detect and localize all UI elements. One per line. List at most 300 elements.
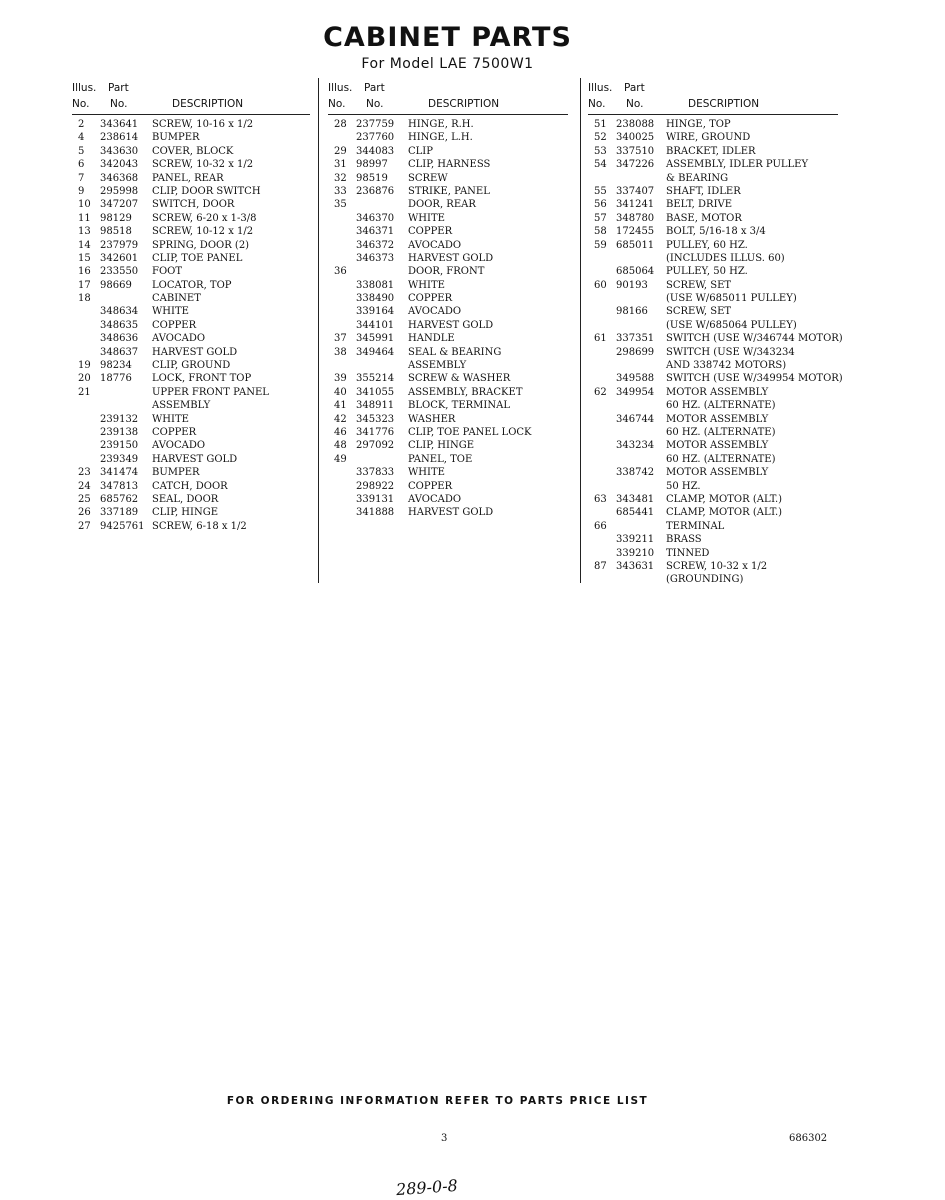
part-description: CLAMP, MOTOR (ALT.) (666, 507, 783, 519)
page-number: 3 (441, 1133, 448, 1144)
parts-row (588, 158, 838, 171)
part-description: ASSEMBLY (408, 360, 467, 372)
header-illus-no-label: No. (328, 98, 346, 110)
part-number: 345323 (356, 413, 395, 425)
part-number: 348637 (100, 346, 139, 358)
part-description: BUMPER (152, 132, 200, 144)
header-illus-label: Illus. (588, 82, 613, 94)
header-part-label: Part (364, 82, 385, 94)
part-description: BLOCK, TERMINAL (408, 400, 510, 412)
part-number: 349464 (356, 346, 395, 358)
part-description: STRIKE, PANEL (408, 185, 490, 197)
part-description: (USE W/685064 PULLEY) (666, 319, 797, 331)
part-description: SCREW, SET (666, 279, 732, 291)
part-number: 90193 (616, 279, 648, 291)
parts-row (72, 279, 310, 292)
parts-row (588, 131, 838, 144)
part-description: WHITE (408, 279, 445, 291)
part-number: 341474 (100, 467, 139, 479)
header-part-label: Part (624, 82, 645, 94)
header-illus-label: Illus. (72, 82, 97, 94)
part-number: 348635 (100, 319, 139, 331)
part-description: PANEL, REAR (152, 172, 224, 184)
part-number: 98166 (616, 306, 648, 318)
illus-number: 35 (334, 199, 347, 211)
parts-column-1 (72, 78, 310, 533)
part-number: 339211 (616, 534, 655, 546)
part-description: SCREW, 10-32 x 1/2 (152, 159, 254, 171)
part-description: HINGE, TOP (666, 119, 731, 130)
part-description: MOTOR ASSEMBLY (666, 467, 769, 479)
part-description: WHITE (152, 413, 189, 425)
part-description: TERMINAL (666, 520, 725, 532)
part-number: 98997 (356, 159, 388, 171)
part-description: PANEL, TOE (408, 453, 473, 465)
part-description: SWITCH, DOOR (152, 199, 235, 211)
parts-row (588, 372, 843, 385)
part-number: 349954 (616, 386, 655, 398)
parts-row (328, 439, 568, 452)
part-description: SEAL & BEARING (408, 346, 502, 358)
illus-number: 19 (78, 360, 91, 372)
parts-row (72, 145, 310, 158)
part-number: 239132 (100, 413, 139, 425)
parts-row (588, 319, 838, 332)
part-number: 341241 (616, 199, 655, 211)
illus-number: 20 (78, 373, 91, 385)
illus-number: 59 (594, 239, 607, 251)
part-description: AVOCADO (408, 239, 462, 251)
part-description: HARVEST GOLD (152, 453, 238, 465)
part-number: 685762 (100, 493, 139, 505)
part-description: AVOCADO (152, 440, 206, 452)
parts-row (588, 493, 838, 506)
parts-row (588, 252, 838, 265)
ordering-note: FOR ORDERING INFORMATION REFER TO PARTS PRICE LIST (226, 1095, 649, 1107)
illus-number: 40 (334, 386, 347, 398)
parts-row (588, 305, 838, 318)
parts-row (328, 212, 568, 225)
parts-row (328, 225, 568, 238)
part-description: ASSEMBLY, IDLER PULLEY (666, 159, 809, 171)
parts-column-2 (328, 78, 568, 520)
parts-row (588, 118, 838, 131)
part-number: 348780 (616, 212, 655, 224)
parts-row (72, 225, 310, 238)
part-description: 50 HZ. (666, 480, 701, 492)
part-description: SCREW, 10-12 x 1/2 (152, 226, 254, 238)
part-number: 349588 (616, 373, 655, 385)
illus-number: 26 (78, 507, 91, 519)
part-description: CATCH, DOOR (152, 480, 228, 492)
part-description: PULLEY, 50 HZ. (666, 266, 748, 278)
illus-number: 54 (594, 159, 607, 171)
parts-row (72, 118, 310, 131)
part-number: 337189 (100, 507, 139, 519)
parts-row (588, 359, 838, 372)
part-description: BRASS (666, 534, 702, 546)
part-description: HARVEST GOLD (152, 346, 238, 358)
part-number: 172455 (616, 226, 655, 238)
parts-row (72, 372, 310, 385)
parts-row (588, 506, 838, 519)
part-description: SCREW, 10-32 x 1/2 (666, 560, 768, 572)
illus-number: 37 (334, 333, 347, 345)
header-part-no-label: No. (366, 98, 384, 110)
part-description: ASSEMBLY, BRACKET (408, 386, 523, 398)
part-number: 348636 (100, 333, 139, 345)
illus-number: 46 (334, 426, 347, 438)
part-description: MOTOR ASSEMBLY (666, 413, 769, 425)
header-description-label: DESCRIPTION (428, 98, 500, 110)
parts-row (328, 493, 568, 506)
parts-row (328, 399, 568, 412)
part-description: CLIP, HINGE (152, 507, 219, 519)
illus-number: 55 (594, 185, 607, 197)
part-number: 239349 (100, 453, 139, 465)
illus-number: 56 (594, 199, 607, 211)
illus-number: 2 (78, 119, 85, 130)
parts-row (72, 158, 310, 171)
parts-row (328, 332, 568, 345)
illus-number: 49 (334, 453, 347, 465)
parts-column-3 (588, 78, 843, 587)
parts-row (588, 547, 838, 560)
illus-number: 39 (334, 373, 347, 385)
document-number: 686302 (789, 1133, 828, 1144)
part-number: 337351 (616, 333, 655, 345)
parts-row (72, 453, 310, 466)
parts-row (328, 185, 568, 198)
parts-row (588, 292, 838, 305)
part-description: SHAFT, IDLER (666, 185, 741, 197)
part-description: PULLEY, 60 HZ. (666, 239, 748, 251)
part-number: 238088 (616, 119, 655, 130)
parts-row (588, 185, 838, 198)
parts-row (328, 506, 568, 519)
part-description: AND 338742 MOTORS) (666, 360, 787, 372)
parts-row (328, 131, 568, 144)
part-number: 98234 (100, 360, 132, 372)
part-number: 345991 (356, 333, 395, 345)
part-number: 341055 (356, 386, 395, 398)
part-number: 339131 (356, 493, 395, 505)
header-description-label: DESCRIPTION (688, 98, 760, 110)
part-number: 237759 (356, 119, 395, 130)
part-number: 343631 (616, 560, 655, 572)
page-subtitle: For Model LAE 7500W1 (361, 56, 534, 72)
part-description: CLAMP, MOTOR (ALT.) (666, 493, 783, 505)
parts-row (328, 480, 568, 493)
part-description: 60 HZ. (ALTERNATE) (666, 453, 776, 465)
part-number: 98669 (100, 279, 132, 291)
illus-number: 52 (594, 132, 607, 144)
header-illus-label: Illus. (328, 82, 353, 94)
parts-row (328, 453, 568, 466)
illus-number: 25 (78, 493, 91, 505)
parts-row (588, 172, 838, 185)
part-number: 339164 (356, 306, 395, 318)
part-description: CLIP, TOE PANEL LOCK (408, 426, 532, 438)
part-number: 239150 (100, 440, 139, 452)
part-number: 341888 (356, 507, 395, 519)
illus-number: 41 (334, 400, 347, 412)
part-number: 338490 (356, 293, 395, 305)
illus-number: 61 (594, 333, 607, 345)
illus-number: 11 (78, 212, 91, 224)
parts-row (588, 453, 838, 466)
header-illus-no-label: No. (72, 98, 90, 110)
part-description: SEAL, DOOR (152, 493, 219, 505)
part-description: WHITE (408, 212, 445, 224)
illus-number: 7 (78, 172, 85, 184)
parts-row (588, 332, 843, 345)
part-description: CABINET (152, 293, 201, 305)
part-description: SCREW, 10-16 x 1/2 (152, 119, 254, 130)
illus-number: 13 (78, 226, 91, 238)
part-number: 685011 (616, 239, 655, 251)
parts-row (588, 520, 838, 533)
parts-row (72, 346, 310, 359)
parts-row (588, 198, 838, 211)
parts-row (588, 480, 838, 493)
part-number: 339210 (616, 547, 655, 559)
part-number: 298699 (616, 346, 655, 358)
part-description: SCREW, SET (666, 306, 732, 318)
part-description: UPPER FRONT PANEL (152, 386, 269, 398)
header-part-no-label: No. (110, 98, 128, 110)
part-number: 233550 (100, 266, 139, 278)
part-description: BRACKET, IDLER (666, 145, 756, 157)
part-description: BASE, MOTOR (666, 212, 742, 224)
parts-row (72, 305, 310, 318)
parts-row (72, 426, 310, 439)
part-description: CLIP (408, 145, 433, 157)
parts-row (588, 239, 838, 252)
part-number: 236876 (356, 185, 395, 197)
part-description: WHITE (152, 306, 189, 318)
part-number: 98129 (100, 212, 132, 224)
parts-row (588, 386, 838, 399)
illus-number: 28 (334, 119, 347, 130)
header-description-label: DESCRIPTION (172, 98, 244, 110)
parts-row (328, 118, 568, 131)
parts-row (72, 439, 310, 452)
illus-number: 6 (78, 159, 85, 171)
illus-number: 53 (594, 145, 607, 157)
parts-row (328, 172, 568, 185)
illus-number: 4 (78, 132, 85, 144)
part-description: 60 HZ. (ALTERNATE) (666, 400, 776, 412)
part-description: AVOCADO (408, 493, 462, 505)
part-number: 346744 (616, 413, 655, 425)
part-number: 337407 (616, 185, 655, 197)
part-number: 337510 (616, 145, 655, 157)
part-number: 344083 (356, 145, 395, 157)
part-description: DOOR, FRONT (408, 266, 485, 278)
parts-row (72, 319, 310, 332)
parts-row (328, 198, 568, 211)
part-description: SCREW, 6-18 x 1/2 (152, 520, 247, 532)
parts-row (588, 346, 838, 359)
part-description: COPPER (408, 293, 453, 305)
illus-number: 48 (334, 440, 347, 452)
illus-number: 51 (594, 119, 607, 130)
part-number: 237760 (356, 132, 395, 144)
part-description: DOOR, REAR (408, 199, 476, 211)
parts-row (72, 131, 310, 144)
part-description: BELT, DRIVE (666, 199, 733, 211)
illus-number: 29 (334, 145, 347, 157)
part-description: HARVEST GOLD (408, 507, 494, 519)
part-number: 348634 (100, 306, 139, 318)
parts-row (588, 426, 838, 439)
parts-row (328, 292, 568, 305)
illus-number: 38 (334, 346, 347, 358)
part-description: SPRING, DOOR (2) (152, 239, 250, 251)
illus-number: 42 (334, 413, 347, 425)
part-description: (USE W/685011 PULLEY) (666, 293, 797, 305)
illus-number: 27 (78, 520, 91, 532)
parts-row (328, 305, 568, 318)
part-description: SWITCH (USE W/343234 (666, 346, 795, 358)
parts-row (72, 480, 310, 493)
part-description: LOCK, FRONT TOP (152, 373, 252, 385)
part-description: & BEARING (666, 172, 729, 184)
part-description: WIRE, GROUND (666, 132, 751, 144)
part-number: 344101 (356, 319, 395, 331)
illus-number: 36 (334, 266, 347, 278)
part-number: 685064 (616, 266, 655, 278)
illus-number: 18 (78, 293, 91, 305)
part-description: CLIP, DOOR SWITCH (152, 185, 261, 197)
part-description: HARVEST GOLD (408, 252, 494, 264)
part-number: 342043 (100, 159, 139, 171)
parts-row (72, 292, 310, 305)
part-number: 346370 (356, 212, 395, 224)
illus-number: 10 (78, 199, 91, 211)
column-header (588, 78, 838, 115)
parts-row (328, 466, 568, 479)
illus-number: 58 (594, 226, 607, 238)
parts-row (328, 359, 568, 372)
illus-number: 57 (594, 212, 607, 224)
header-illus-no-label: No. (588, 98, 606, 110)
part-number: 347226 (616, 159, 655, 171)
part-description: MOTOR ASSEMBLY (666, 386, 769, 398)
part-description: SCREW (408, 172, 448, 184)
part-description: HINGE, L.H. (408, 132, 473, 144)
parts-row (328, 158, 568, 171)
part-description: CLIP, HINGE (408, 440, 475, 452)
column-divider (580, 78, 581, 583)
parts-row (328, 319, 568, 332)
parts-row (72, 198, 310, 211)
part-description: AVOCADO (152, 333, 206, 345)
illus-number: 32 (334, 172, 347, 184)
part-number: 343481 (616, 493, 655, 505)
illus-number: 60 (594, 279, 607, 291)
part-number: 9425761 (100, 520, 145, 532)
part-number: 239138 (100, 426, 139, 438)
parts-row (72, 359, 310, 372)
part-description: COPPER (408, 226, 453, 238)
parts-row (588, 399, 838, 412)
parts-row (328, 346, 568, 359)
parts-row (72, 399, 310, 412)
part-number: 685441 (616, 507, 655, 519)
part-description: TINNED (666, 547, 710, 559)
parts-row (72, 413, 310, 426)
parts-row (588, 265, 838, 278)
part-number: 346373 (356, 252, 395, 264)
part-number: 237979 (100, 239, 139, 251)
illus-number: 9 (78, 185, 85, 197)
illus-number: 15 (78, 252, 91, 264)
part-description: SCREW, 6-20 x 1-3/8 (152, 212, 257, 224)
part-description: LOCATOR, TOP (152, 279, 232, 291)
part-description: SWITCH (USE W/349954 MOTOR) (666, 373, 843, 385)
parts-row (328, 279, 568, 292)
part-number: 297092 (356, 440, 395, 452)
parts-row (328, 239, 568, 252)
illus-number: 21 (78, 386, 91, 398)
parts-row (72, 212, 310, 225)
illus-number: 16 (78, 266, 91, 278)
part-description: HINGE, R.H. (408, 119, 474, 130)
part-description: WHITE (408, 467, 445, 479)
illus-number: 5 (78, 145, 85, 157)
parts-row (72, 185, 310, 198)
part-description: FOOT (152, 266, 183, 278)
parts-row (72, 252, 310, 265)
parts-row (72, 506, 310, 519)
part-number: 341776 (356, 426, 395, 438)
part-number: 340025 (616, 132, 655, 144)
part-number: 98519 (356, 172, 388, 184)
illus-number: 66 (594, 520, 607, 532)
part-description: SWITCH (USE W/346744 MOTOR) (666, 333, 843, 345)
illus-number: 17 (78, 279, 91, 291)
part-number: 338081 (356, 279, 395, 291)
part-description: COPPER (152, 426, 197, 438)
parts-row (72, 172, 310, 185)
parts-row (72, 265, 310, 278)
part-description: SCREW & WASHER (408, 373, 511, 385)
part-number: 346371 (356, 226, 395, 238)
parts-row (72, 332, 310, 345)
part-number: 355214 (356, 373, 395, 385)
part-description: BOLT, 5/16-18 x 3/4 (666, 226, 766, 238)
parts-row (588, 573, 838, 586)
parts-row (328, 426, 568, 439)
illus-number: 63 (594, 493, 607, 505)
part-number: 347207 (100, 199, 139, 211)
parts-row (72, 520, 310, 533)
part-number: 343630 (100, 145, 139, 157)
column-header (72, 78, 310, 115)
part-description: WASHER (408, 413, 456, 425)
column-header (328, 78, 568, 115)
part-description: CLIP, GROUND (152, 360, 231, 372)
parts-row (72, 466, 310, 479)
illus-number: 31 (334, 159, 347, 171)
parts-row (588, 225, 838, 238)
part-description: (INCLUDES ILLUS. 60) (666, 252, 785, 264)
parts-row (588, 279, 838, 292)
part-number: 342601 (100, 252, 139, 264)
parts-row (588, 413, 838, 426)
